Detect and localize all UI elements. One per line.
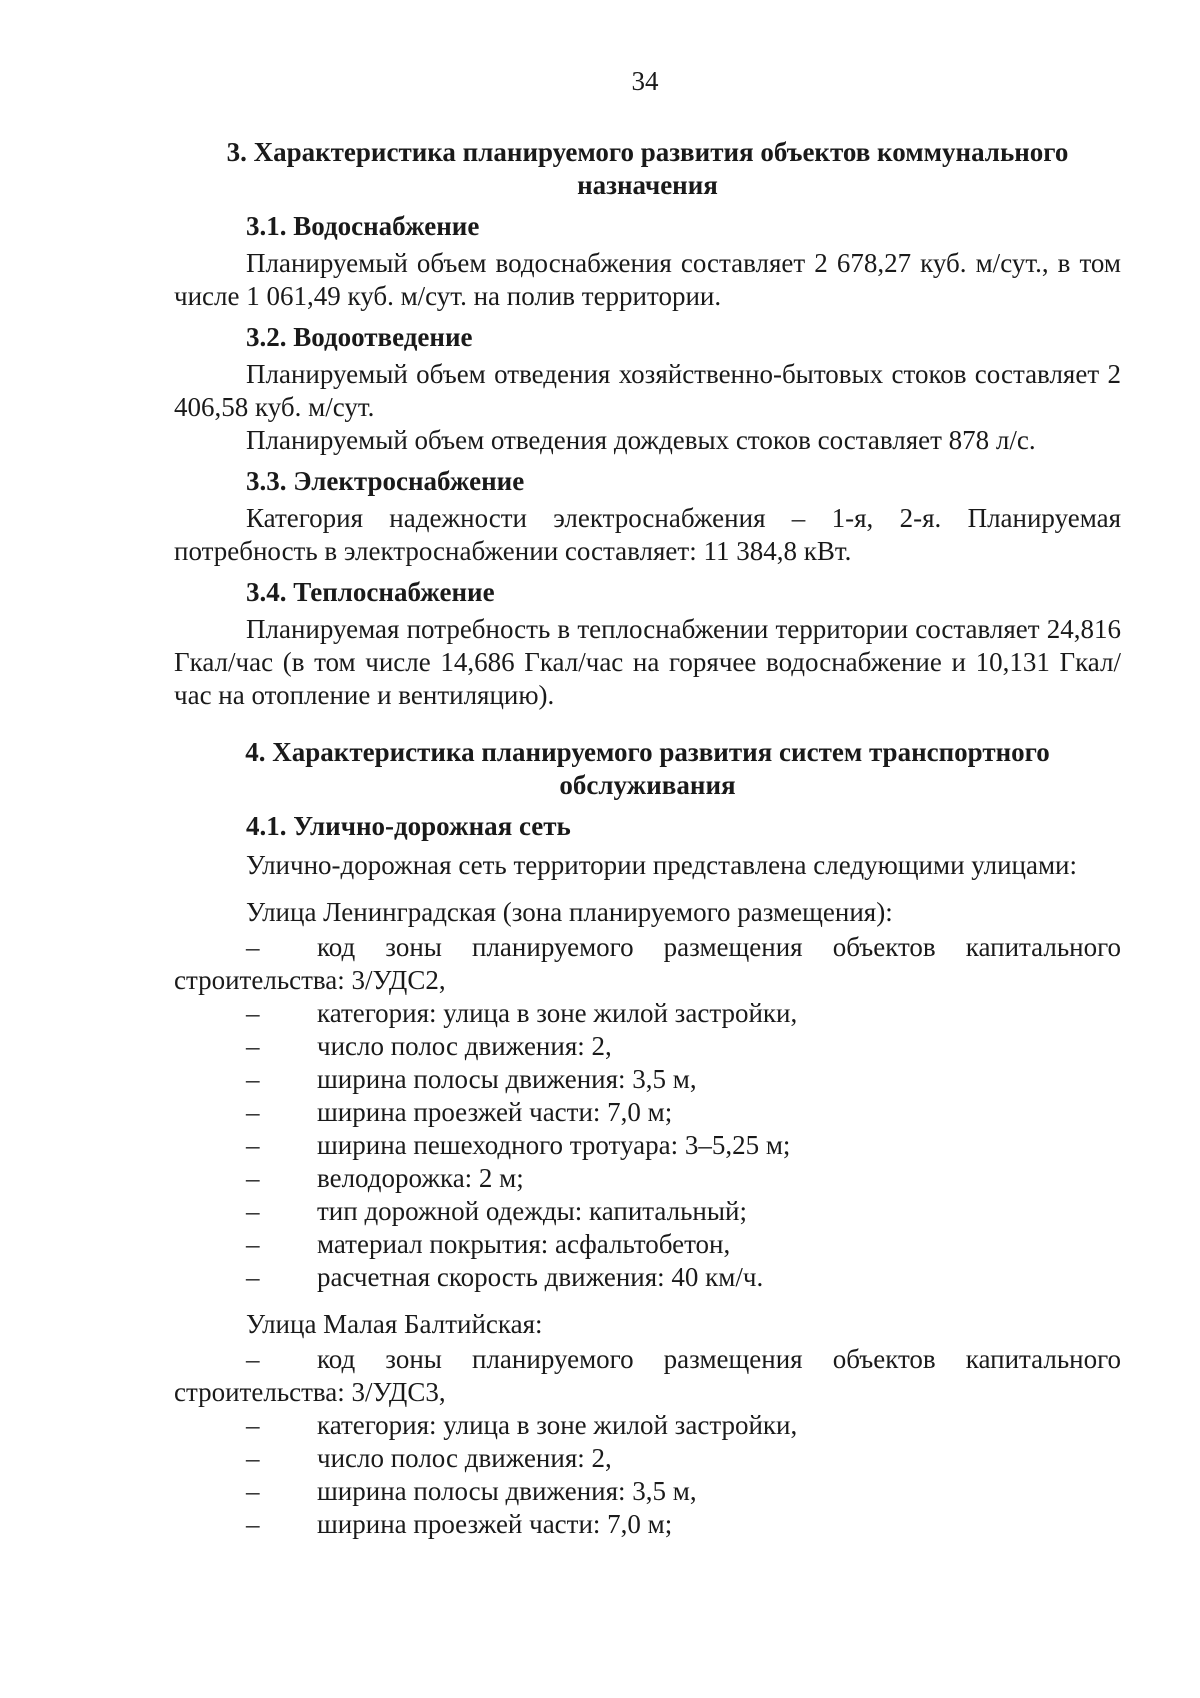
list-item: – код зоны планируемого размещения объектов капитального строительства: 3/УДС2, [174, 931, 1121, 997]
heat-supply-text: Планируемая потребность в теплоснабжении территории составляет 24,816 Гкал/час (в том числе 14,686 Гкал/час на горячее водоснабжение и 10,131 Гкал/час на отопление и вентиляцию). [174, 614, 1121, 710]
list-item: – расчетная скорость движения: 40 км/ч. [174, 1261, 1121, 1294]
roads-intro-text: Улично-дорожная сеть территории представлена следующими улицами: [246, 850, 1077, 880]
section-4-heading: 4. Характеристика планируемого развития систем транспортного обслуживания [245, 737, 1050, 800]
subsection-3-4-title: 3.4. Теплоснабжение [246, 577, 495, 607]
street-leningradskaya-list [174, 931, 1121, 1294]
page-content [174, 136, 1121, 1541]
drainage-text-domestic: Планируемый объем отведения хозяйственно-бытовых стоков составляет 2 406,58 куб. м/сут. [174, 359, 1121, 422]
page-number: 34 [631, 66, 659, 96]
street-malaya-baltiyskaya-list [174, 1343, 1121, 1541]
subsection-4-1-title: 4.1. Улично-дорожная сеть [246, 811, 571, 841]
list-item: – категория: улица в зоне жилой застройки, [174, 1409, 1121, 1442]
power-supply-text: Категория надежности электроснабжения – 1-я, 2-я. Планируемая потребность в электроснабжении составляет: 11 384,8 кВт. [174, 503, 1121, 566]
list-item: – ширина проезжей части: 7,0 м; [174, 1096, 1121, 1129]
list-item: – велодорожка: 2 м; [174, 1162, 1121, 1195]
list-item: – ширина проезжей части: 7,0 м; [174, 1508, 1121, 1541]
water-supply-text: Планируемый объем водоснабжения составляет 2 678,27 куб. м/сут., в том числе 1 061,49 куб. м/сут. на полив территории. [174, 248, 1121, 311]
list-item: – ширина пешеходного тротуара: 3–5,25 м; [174, 1129, 1121, 1162]
list-item: – число полос движения: 2, [174, 1442, 1121, 1475]
list-item: – число полос движения: 2, [174, 1030, 1121, 1063]
list-item: – материал покрытия: асфальтобетон, [174, 1228, 1121, 1261]
list-item: – ширина полосы движения: 3,5 м, [174, 1063, 1121, 1096]
list-item: – код зоны планируемого размещения объектов капитального строительства: 3/УДС3, [174, 1343, 1121, 1409]
subsection-3-3-title: 3.3. Электроснабжение [246, 466, 525, 496]
drainage-text-storm: Планируемый объем отведения дождевых стоков составляет 878 л/с. [246, 425, 1036, 455]
section-3-heading: 3. Характеристика планируемого развития объектов коммунального назначения [226, 137, 1069, 200]
list-item: – категория: улица в зоне жилой застройки, [174, 997, 1121, 1030]
list-item: – тип дорожной одежды: капитальный; [174, 1195, 1121, 1228]
subsection-3-1-title: 3.1. Водоснабжение [246, 211, 480, 241]
street-malaya-baltiyskaya-name: Улица Малая Балтийская: [246, 1309, 543, 1339]
street-leningradskaya-name: Улица Ленинградская (зона планируемого размещения): [246, 897, 893, 927]
subsection-3-2-title: 3.2. Водоотведение [246, 322, 473, 352]
list-item: – ширина полосы движения: 3,5 м, [174, 1475, 1121, 1508]
